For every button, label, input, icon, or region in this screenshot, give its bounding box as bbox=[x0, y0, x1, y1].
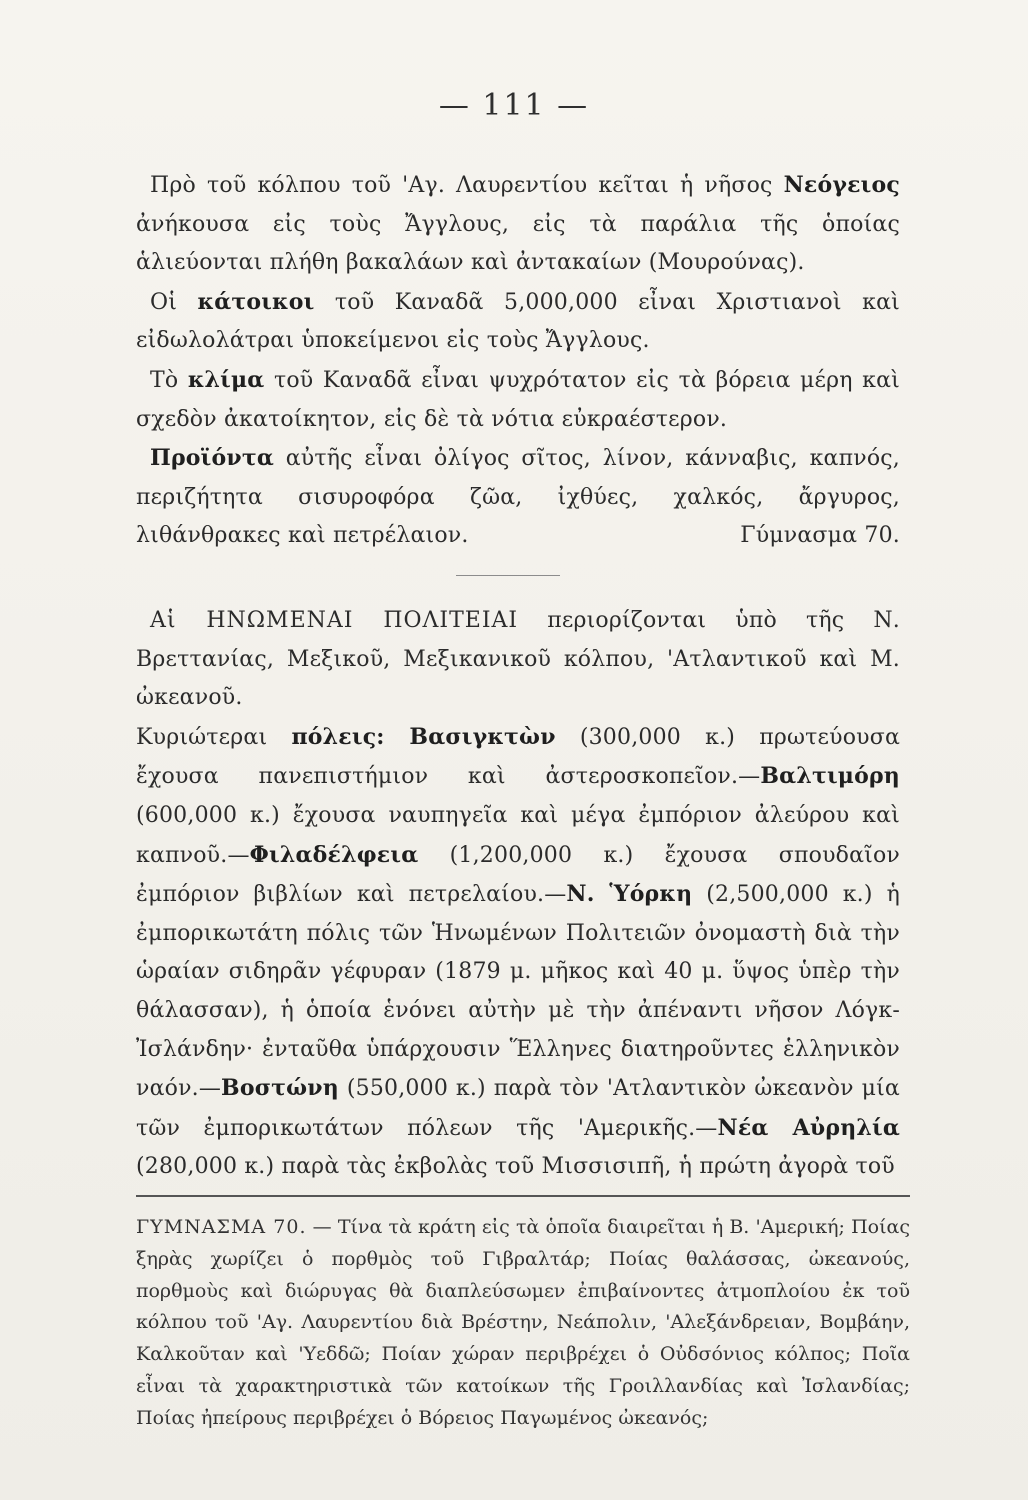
paragraph-usa-borders bbox=[136, 602, 900, 718]
paragraph-inhabitants bbox=[136, 283, 900, 361]
paragraph-text: (2,500,000 κ.) ἡ ἐμπορικωτάτη πόλις τῶν Ἡνωμένων Πολιτειῶν ὀνομαστὴ διὰ τὴν ὡραίαν σιδηρᾶν γέφυραν (1879 μ. μῆκος καὶ 40 μ. ὕψος ὑπὲρ τὴν θάλασσαν), ἡ ὁποία ἑνόνει αὐτὴν μὲ τὴν ἀπέναντι νῆσον Λόγκ-Ἰσλάνδην· ἐνταῦθα ὑπάρχουσιν Ἕλληνες διατηροῦντες ἑλληνικὸν ναόν.— bbox=[136, 882, 900, 1102]
paragraph-text: Πρὸ τοῦ κόλπου τοῦ 'Αγ. Λαυρεντίου κεῖται ἡ νῆσος bbox=[150, 173, 784, 198]
bold-term: κάτοικοι bbox=[197, 288, 315, 315]
paragraph-text: τοῦ Καναδᾶ εἶναι ψυχρότατον εἰς τὰ βόρεια μέρη καὶ σχεδὸν ἀκατοίκητον, εἰς δὲ τὰ νότια εὐκραέστερον. bbox=[136, 367, 900, 432]
paragraph-text: (550,000 κ.) παρὰ τὸν 'Ατλαντικὸν ὠκεανὸν μία τῶν ἐμπορικωτάτων πόλεων τῆς 'Αμερικῆς.— bbox=[136, 1076, 900, 1141]
bold-term: Βαλτιμόρη bbox=[760, 763, 900, 790]
paragraph-text: τοῦ Καναδᾶ 5,000,000 εἶναι Χριστιανοὶ καὶ εἰδωλολάτραι ὑποκείμενοι εἰς τοὺς Ἄγγλους. bbox=[136, 289, 900, 354]
paragraph-text: Τὸ bbox=[150, 367, 188, 393]
paragraph-text: Κυριώτεραι bbox=[136, 724, 292, 750]
footnote-divider bbox=[136, 1195, 910, 1197]
paragraph-text: (280,000 κ.) παρὰ τὰς ἐκβολὰς τοῦ Μισσισιπῆ, ἡ πρώτη ἀγορὰ τοῦ bbox=[136, 1154, 895, 1180]
paragraph-text: Οἱ bbox=[150, 289, 198, 315]
bold-term: Νέα Αὐρηλία bbox=[717, 1114, 901, 1141]
paragraph-text: περιορίζονται ὑπὸ τῆς Ν. Βρεττανίας, Μεξικοῦ, Μεξικανικοῦ κόλπου, 'Ατλαντικοῦ καὶ Μ. ὠκεανοῦ. bbox=[136, 608, 900, 711]
bold-term: πόλεις: Βασιγκτὼν bbox=[291, 723, 556, 750]
paragraph-text: (600,000 κ.) ἔχουσα ναυπηγεῖα καὶ μέγα ἐμπόριον ἀλεύρου καὶ καπνοῦ.— bbox=[136, 802, 900, 868]
paragraph-text: (1,200,000 κ.) ἔχουσα σπουδαῖον ἐμπόριον βιβλίων καὶ πετρελαίου.— bbox=[136, 842, 900, 908]
usa-text-block bbox=[136, 602, 900, 1187]
exercise-reference: Γύμνασμα 70. bbox=[740, 523, 900, 549]
paragraph-usa-cities bbox=[136, 718, 900, 1187]
paragraph-newfoundland bbox=[136, 166, 900, 283]
bold-term: κλίμα bbox=[187, 366, 265, 393]
bold-term: Βοστώνη bbox=[221, 1075, 339, 1102]
bold-term: Ν. Ὑόρκη bbox=[566, 881, 693, 908]
footnote-block bbox=[136, 1212, 910, 1435]
bold-term: Φιλαδέλφεια bbox=[249, 841, 419, 868]
footnote-text: — Τίνα τὰ κράτη εἰς τὰ ὁποῖα διαιρεῖται ἡ Β. 'Αμερική; Ποίας ξηρὰς χωρίζει ὁ πορθμὸς τοῦ Γιβραλτάρ; Ποίας θαλάσσας, ὠκεανούς, πορθμοὺς καὶ διώρυγας θὰ διαπλεύσωμεν ἐπιβαίνοντες ἀτμοπλοίου ἐκ τοῦ κόλπου τοῦ 'Αγ. Λαυρεντίου διὰ Βρέστην, Νεάπολιν, 'Αλεξάνδρειαν, Βομβάην, Καλκοῦταν καὶ 'Υεδδῶ; Ποίαν χώραν περιβρέχει ὁ Οὐδσόνιος κόλπος; Ποῖα εἶναι τὰ χαρακτηριστικὰ τῶν κατοίκων τῆς Γροιλλανδίας καὶ Ἰσλανδίας; Ποίας ἠπείρους περιβρέχει ὁ Βόρειος Παγωμένος ὠκεανός; bbox=[136, 1216, 910, 1429]
exercise-footnote bbox=[136, 1212, 910, 1435]
paragraph-climate bbox=[136, 361, 900, 439]
main-text-block bbox=[136, 166, 900, 556]
paragraph-text: αὐτῆς εἶναι ὀλίγος σῖτος, λίνον, κάνναβις, καπνός, περιζήτητα σισυροφόρα ζῶα, ἰχθύες, χαλκός, ἄργυρος, λιθάνθρακες καὶ πετρέλαιον. bbox=[136, 446, 900, 549]
paragraph-text: (300,000 κ.) πρωτεύουσα ἔχουσα πανεπιστήμιον καὶ ἀστεροσκοπεῖον.— bbox=[136, 724, 900, 790]
section-divider bbox=[456, 575, 560, 576]
paragraph-text: ἀνήκουσα εἰς τοὺς Ἄγγλους, εἰς τὰ παράλια τῆς ὁποίας ἁλιεύονται πλήθη βακαλάων καὶ ἀντακαίων (Μουρούνας). bbox=[136, 211, 900, 276]
section-heading: Αἱ ΗΝΩΜΕΝΑΙ ΠΟΛΙΤΕΙΑΙ bbox=[150, 608, 519, 633]
bold-term: Προϊόντα bbox=[150, 445, 274, 472]
bold-term: Νεόγειος bbox=[783, 172, 900, 198]
footnote-label: ΓΥΜΝΑΣΜΑ 70. bbox=[136, 1216, 307, 1238]
paragraph-products bbox=[136, 439, 900, 556]
page-number: — 111 — bbox=[438, 88, 590, 123]
